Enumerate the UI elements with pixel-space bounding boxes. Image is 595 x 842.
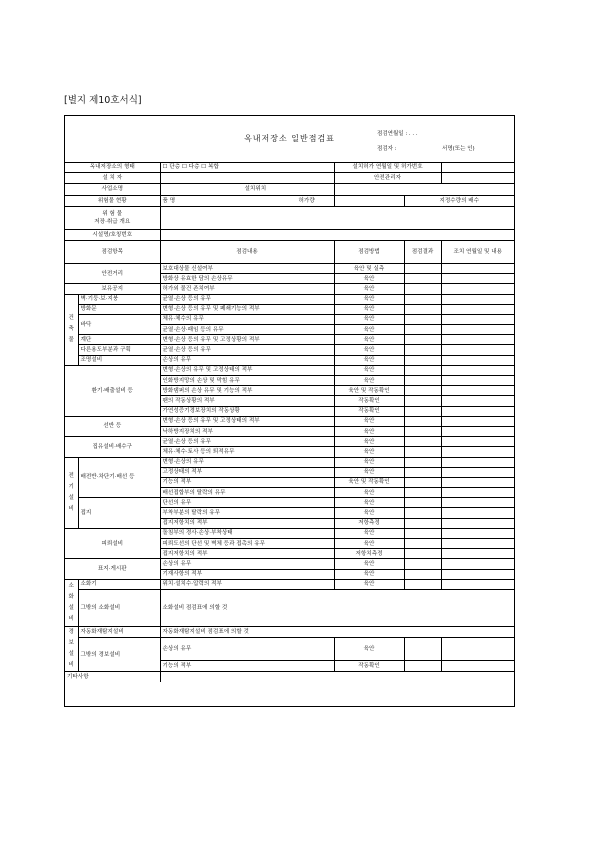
category-cell: 환기·배출설비 등 bbox=[65, 365, 160, 416]
installer-label: 설 치 자 bbox=[65, 173, 160, 184]
method-cell: 육안 bbox=[334, 457, 404, 467]
facility-name-value[interactable] bbox=[160, 229, 514, 240]
action-cell[interactable] bbox=[441, 467, 514, 477]
content-cell: 균열·손상 등의 유무 bbox=[160, 345, 334, 355]
group-cell-alarm: 경보설비 bbox=[65, 626, 78, 671]
result-cell[interactable] bbox=[404, 508, 441, 518]
group-cell-building: 건축물 bbox=[65, 294, 78, 365]
method-cell: 육안 bbox=[334, 355, 404, 365]
action-cell[interactable] bbox=[441, 416, 514, 426]
subcategory-cell: 다른용도부분과 구획 bbox=[78, 345, 160, 355]
action-cell[interactable] bbox=[441, 345, 514, 355]
permit-value[interactable] bbox=[441, 162, 514, 173]
action-cell[interactable] bbox=[441, 314, 514, 324]
content-cell: 보호대상물 신설여부 bbox=[160, 263, 334, 273]
result-cell[interactable] bbox=[404, 355, 441, 365]
method-cell: 육안 bbox=[334, 376, 404, 386]
inspection-table bbox=[65, 162, 514, 682]
content-cell: 허가외 물건 존치여부 bbox=[160, 284, 334, 294]
method-cell: 육안 bbox=[334, 345, 404, 355]
header-action: 조치 연월일 및 내용 bbox=[441, 240, 514, 263]
method-cell: 육안 bbox=[334, 426, 404, 436]
content-cell: 손상의 유무 bbox=[160, 355, 334, 365]
result-cell[interactable] bbox=[404, 569, 441, 579]
content-cell: 기능의 적부 bbox=[160, 660, 334, 671]
method-cell: 저항측정 bbox=[334, 518, 404, 528]
method-cell: 육안 bbox=[334, 498, 404, 508]
result-cell[interactable] bbox=[404, 396, 441, 406]
method-cell: 작동확인 bbox=[334, 396, 404, 406]
business-value[interactable] bbox=[160, 184, 334, 195]
table-row bbox=[65, 263, 514, 273]
method-cell: 육안 bbox=[334, 335, 404, 345]
category-cell: 안전거리 bbox=[65, 263, 160, 283]
result-cell[interactable] bbox=[404, 660, 441, 671]
content-cell: 손상의 유무 bbox=[160, 638, 334, 661]
method-cell: 작동확인 bbox=[334, 406, 404, 416]
action-cell[interactable] bbox=[441, 498, 514, 508]
content-cell: 균열·손상·패임 등의 유무 bbox=[160, 325, 334, 335]
result-cell[interactable] bbox=[404, 274, 441, 284]
table-row bbox=[65, 294, 514, 304]
permitted-qty-label: 허가량 bbox=[298, 197, 315, 204]
content-cell: 고정상태의 적부 bbox=[160, 467, 334, 477]
table-row bbox=[65, 589, 514, 626]
action-cell[interactable] bbox=[441, 528, 514, 538]
table-row bbox=[65, 498, 514, 508]
facility-types[interactable]: ☐ 단층 ☐ 다층 ☐ 복합 bbox=[160, 162, 334, 173]
table-row bbox=[65, 314, 514, 324]
method-cell: 육안 bbox=[334, 488, 404, 498]
table-row bbox=[65, 304, 514, 314]
action-cell[interactable] bbox=[441, 457, 514, 467]
product-cell[interactable] bbox=[160, 195, 334, 206]
content-cell: 접지저항치의 적부 bbox=[160, 549, 334, 559]
facility-name-label: 시설명/호칭번호 bbox=[65, 229, 160, 240]
info-row-business bbox=[65, 184, 514, 195]
content-cell: 단선의 유무 bbox=[160, 498, 334, 508]
subcategory-cell: 바닥 bbox=[78, 314, 160, 334]
content-cell: 변형·손상 등의 유무 및 고정상태의 적부 bbox=[160, 416, 334, 426]
method-cell: 육안 bbox=[334, 365, 404, 375]
content-cell: 방화상 유효한 담의 손상유무 bbox=[160, 274, 334, 284]
method-cell: 육안 bbox=[334, 416, 404, 426]
result-cell[interactable] bbox=[404, 314, 441, 324]
table-row bbox=[65, 345, 514, 355]
method-cell: 작동확인 bbox=[334, 660, 404, 671]
content-cell: 배선접합부의 탈락의 유무 bbox=[160, 488, 334, 498]
method-cell: 육안 bbox=[334, 304, 404, 314]
content-cell: 기능의 적부 bbox=[160, 477, 334, 487]
method-cell: 육안 bbox=[334, 284, 404, 294]
content-cell: 팬의 작동상황의 적부 bbox=[160, 396, 334, 406]
hazmat-summary-value[interactable] bbox=[160, 206, 514, 229]
result-cell[interactable] bbox=[404, 416, 441, 426]
info-row-facility-name bbox=[65, 229, 514, 240]
table-row bbox=[65, 437, 514, 447]
content-cell: 변형·손상의 유무 및 고정상태의 적부 bbox=[160, 365, 334, 375]
content-cell: 소화설비 점검표에 의할 것 bbox=[160, 589, 514, 626]
content-cell: 접지저항치의 적부 bbox=[160, 518, 334, 528]
table-row bbox=[65, 335, 514, 345]
title-box bbox=[65, 116, 514, 163]
content-cell: 방화댐퍼의 손상 유무 및 기능의 적부 bbox=[160, 386, 334, 396]
safety-manager-label: 안전관리자 bbox=[334, 173, 441, 184]
table-row bbox=[65, 528, 514, 538]
subcategory-cell: 자동화재탐지설비 bbox=[78, 626, 160, 637]
subcategory-cell: 조명설비 bbox=[78, 355, 160, 365]
method-cell: 육안 bbox=[334, 314, 404, 324]
content-cell: 기재사항의 적부 bbox=[160, 569, 334, 579]
category-cell: 기타사항 bbox=[65, 671, 160, 682]
action-cell[interactable] bbox=[441, 304, 514, 314]
designated-qty-label: 지정수량의 배수 bbox=[404, 195, 514, 206]
info-row-hazmat bbox=[65, 195, 514, 206]
info-row-hazmat-summary bbox=[65, 206, 514, 229]
method-cell: 육안 bbox=[334, 638, 404, 661]
table-row bbox=[65, 355, 514, 365]
result-cell[interactable] bbox=[404, 345, 441, 355]
action-cell[interactable] bbox=[441, 426, 514, 436]
subcategory-cell: 계단 bbox=[78, 335, 160, 345]
hazmat-label: 위험물 현황 bbox=[65, 195, 160, 206]
hazmat-summary-label: 위 험 물 저장·취급 개요 bbox=[65, 206, 160, 229]
action-cell[interactable] bbox=[441, 396, 514, 406]
result-cell[interactable] bbox=[404, 335, 441, 345]
category-cell: 보유공지 bbox=[65, 284, 160, 294]
header-content: 점검내용 bbox=[160, 240, 334, 263]
result-cell[interactable] bbox=[404, 365, 441, 375]
result-cell[interactable] bbox=[404, 284, 441, 294]
method-cell: 육안 bbox=[334, 579, 404, 589]
action-cell[interactable] bbox=[441, 386, 514, 396]
result-cell[interactable] bbox=[404, 638, 441, 661]
action-cell[interactable] bbox=[441, 638, 514, 661]
content-cell: 인화방지망의 손상 및 막힘 유무 bbox=[160, 376, 334, 386]
result-cell[interactable] bbox=[404, 539, 441, 549]
action-cell[interactable] bbox=[441, 569, 514, 579]
group-cell-fire: 소화설비 bbox=[65, 579, 78, 626]
content-cell: 균열·손상 등의 유무 bbox=[160, 294, 334, 304]
subcategory-cell: 접지 bbox=[78, 498, 160, 529]
result-cell[interactable] bbox=[404, 263, 441, 273]
action-cell[interactable] bbox=[441, 447, 514, 457]
subcategory-cell: 배전반·차단기·배선 등 bbox=[78, 457, 160, 498]
method-cell: 육안 및 작동확인 bbox=[334, 386, 404, 396]
method-cell: 육안 bbox=[334, 508, 404, 518]
subcategory-cell: 그밖의 소화설비 bbox=[78, 589, 160, 626]
installer-value[interactable] bbox=[160, 173, 334, 184]
method-cell: 육안 및 작동확인 bbox=[334, 477, 404, 487]
content-cell: 손상의 유무 bbox=[160, 559, 334, 569]
content-cell: 자동화재탐지설비 점검표에 의할 것 bbox=[160, 626, 514, 637]
table-row bbox=[65, 579, 514, 589]
action-cell[interactable] bbox=[441, 263, 514, 273]
result-cell[interactable] bbox=[404, 376, 441, 386]
action-cell[interactable] bbox=[441, 365, 514, 375]
action-cell[interactable] bbox=[441, 294, 514, 304]
action-cell[interactable] bbox=[441, 437, 514, 447]
action-cell[interactable] bbox=[441, 284, 514, 294]
info-row-installer bbox=[65, 173, 514, 184]
table-header bbox=[65, 240, 514, 263]
category-cell: 선반 등 bbox=[65, 416, 160, 436]
table-row bbox=[65, 457, 514, 467]
info-row-facility bbox=[65, 162, 514, 173]
method-cell: 육안 bbox=[334, 467, 404, 477]
category-cell: 집유설비·배수구 bbox=[65, 437, 160, 457]
subcategory-cell: 소화기 bbox=[78, 579, 160, 589]
content-cell: 변형·손상 등의 유무 및 폐쇄기능의 적부 bbox=[160, 304, 334, 314]
action-cell[interactable] bbox=[441, 325, 514, 335]
table-row bbox=[65, 626, 514, 637]
other-notes-field[interactable] bbox=[160, 671, 514, 682]
action-cell[interactable] bbox=[441, 274, 514, 284]
table-row bbox=[65, 416, 514, 426]
method-cell: 육안 bbox=[334, 447, 404, 457]
result-cell[interactable] bbox=[404, 579, 441, 589]
action-cell[interactable] bbox=[441, 355, 514, 365]
result-cell[interactable] bbox=[404, 498, 441, 508]
inspection-form bbox=[64, 115, 515, 707]
category-cell: 표지·게시판 bbox=[65, 559, 160, 579]
action-cell[interactable] bbox=[441, 406, 514, 416]
result-cell[interactable] bbox=[404, 467, 441, 477]
method-cell: 육안 bbox=[334, 274, 404, 284]
method-cell: 육안 bbox=[334, 325, 404, 335]
method-cell: 육안 bbox=[334, 528, 404, 538]
result-cell[interactable] bbox=[404, 325, 441, 335]
action-cell[interactable] bbox=[441, 539, 514, 549]
content-cell: 위치·설치수·압력의 적부 bbox=[160, 579, 334, 589]
action-cell[interactable] bbox=[441, 335, 514, 345]
action-cell[interactable] bbox=[441, 518, 514, 528]
permitted-qty-value[interactable] bbox=[334, 195, 404, 206]
action-cell[interactable] bbox=[441, 488, 514, 498]
header-method: 점검방법 bbox=[334, 240, 404, 263]
result-cell[interactable] bbox=[404, 304, 441, 314]
subcategory-cell: 벽·기둥·보·지붕 bbox=[78, 294, 160, 304]
action-cell[interactable] bbox=[441, 376, 514, 386]
action-cell[interactable] bbox=[441, 579, 514, 589]
content-cell: 낙하방지장치의 적부 bbox=[160, 426, 334, 436]
method-cell: 육안 bbox=[334, 294, 404, 304]
content-cell: 균열·손상 등의 유무 bbox=[160, 437, 334, 447]
method-cell: 육안 bbox=[334, 437, 404, 447]
inspection-date-field[interactable]: 점검연월일 : . . . bbox=[377, 131, 418, 137]
inspector-label: 점검자 : bbox=[377, 146, 397, 152]
content-cell: 체유·체수의 유무 bbox=[160, 314, 334, 324]
method-cell: 육안 bbox=[334, 569, 404, 579]
table-row bbox=[65, 284, 514, 294]
safety-manager-value[interactable] bbox=[441, 173, 514, 184]
result-cell[interactable] bbox=[404, 437, 441, 447]
action-cell[interactable] bbox=[441, 549, 514, 559]
content-cell: 체유·체수·토사 등의 퇴적유무 bbox=[160, 447, 334, 457]
form-title: 옥내저장소 일반점검표 bbox=[244, 134, 335, 143]
business-label: 사업소명 bbox=[65, 184, 160, 195]
action-cell[interactable] bbox=[441, 477, 514, 487]
action-cell[interactable] bbox=[441, 559, 514, 569]
result-cell[interactable] bbox=[404, 447, 441, 457]
content-cell: 가연성증기경보장치의 작동상황 bbox=[160, 406, 334, 416]
table-row bbox=[65, 559, 514, 569]
content-cell: 변형·손상의 유무 bbox=[160, 457, 334, 467]
permit-label: 설치허가 연월일 및 허가번호 bbox=[334, 162, 441, 173]
group-cell-electrical: 전기설비 bbox=[65, 457, 78, 528]
inspector-sign: 서명(또는 인) bbox=[442, 146, 475, 152]
result-cell[interactable] bbox=[404, 549, 441, 559]
content-cell: 부착부분의 탈락의 유무 bbox=[160, 508, 334, 518]
form-label: [별지 제10호서식] bbox=[64, 95, 142, 106]
result-cell[interactable] bbox=[404, 406, 441, 416]
result-cell[interactable] bbox=[404, 426, 441, 436]
table-row bbox=[65, 638, 514, 661]
table-row bbox=[65, 365, 514, 375]
subcategory-cell: 방화문 bbox=[78, 304, 160, 314]
facility-label: 옥내저장소의 형태 bbox=[65, 162, 160, 173]
content-cell: 돌침부의 경사·손상·부착상태 bbox=[160, 528, 334, 538]
action-cell[interactable] bbox=[441, 508, 514, 518]
result-cell[interactable] bbox=[404, 457, 441, 467]
location-label: 설치위치 bbox=[244, 186, 267, 193]
method-cell: 육안 및 실측 bbox=[334, 263, 404, 273]
method-cell: 육안 bbox=[334, 539, 404, 549]
result-cell[interactable] bbox=[404, 518, 441, 528]
action-cell[interactable] bbox=[441, 660, 514, 671]
result-cell[interactable] bbox=[404, 488, 441, 498]
category-cell: 피뢰설비 bbox=[65, 528, 160, 559]
subcategory-cell: 그밖의 경보설비 bbox=[78, 638, 160, 672]
location-value[interactable] bbox=[334, 184, 514, 195]
product-label: 품 명 bbox=[162, 197, 176, 204]
table-row bbox=[65, 671, 514, 682]
result-cell[interactable] bbox=[404, 294, 441, 304]
result-cell[interactable] bbox=[404, 559, 441, 569]
result-cell[interactable] bbox=[404, 386, 441, 396]
result-cell[interactable] bbox=[404, 528, 441, 538]
header-result: 점검결과 bbox=[404, 240, 441, 263]
content-cell: 변형·손상 등의 유무 및 고정상황의 적부 bbox=[160, 335, 334, 345]
method-cell: 육안 bbox=[334, 559, 404, 569]
inspector-field[interactable] bbox=[377, 144, 475, 152]
result-cell[interactable] bbox=[404, 477, 441, 487]
header-item: 점검항목 bbox=[65, 240, 160, 263]
method-cell: 저항치측정 bbox=[334, 549, 404, 559]
content-cell: 피뢰도선의 단선 및 벽체 등과 접촉의 유무 bbox=[160, 539, 334, 549]
